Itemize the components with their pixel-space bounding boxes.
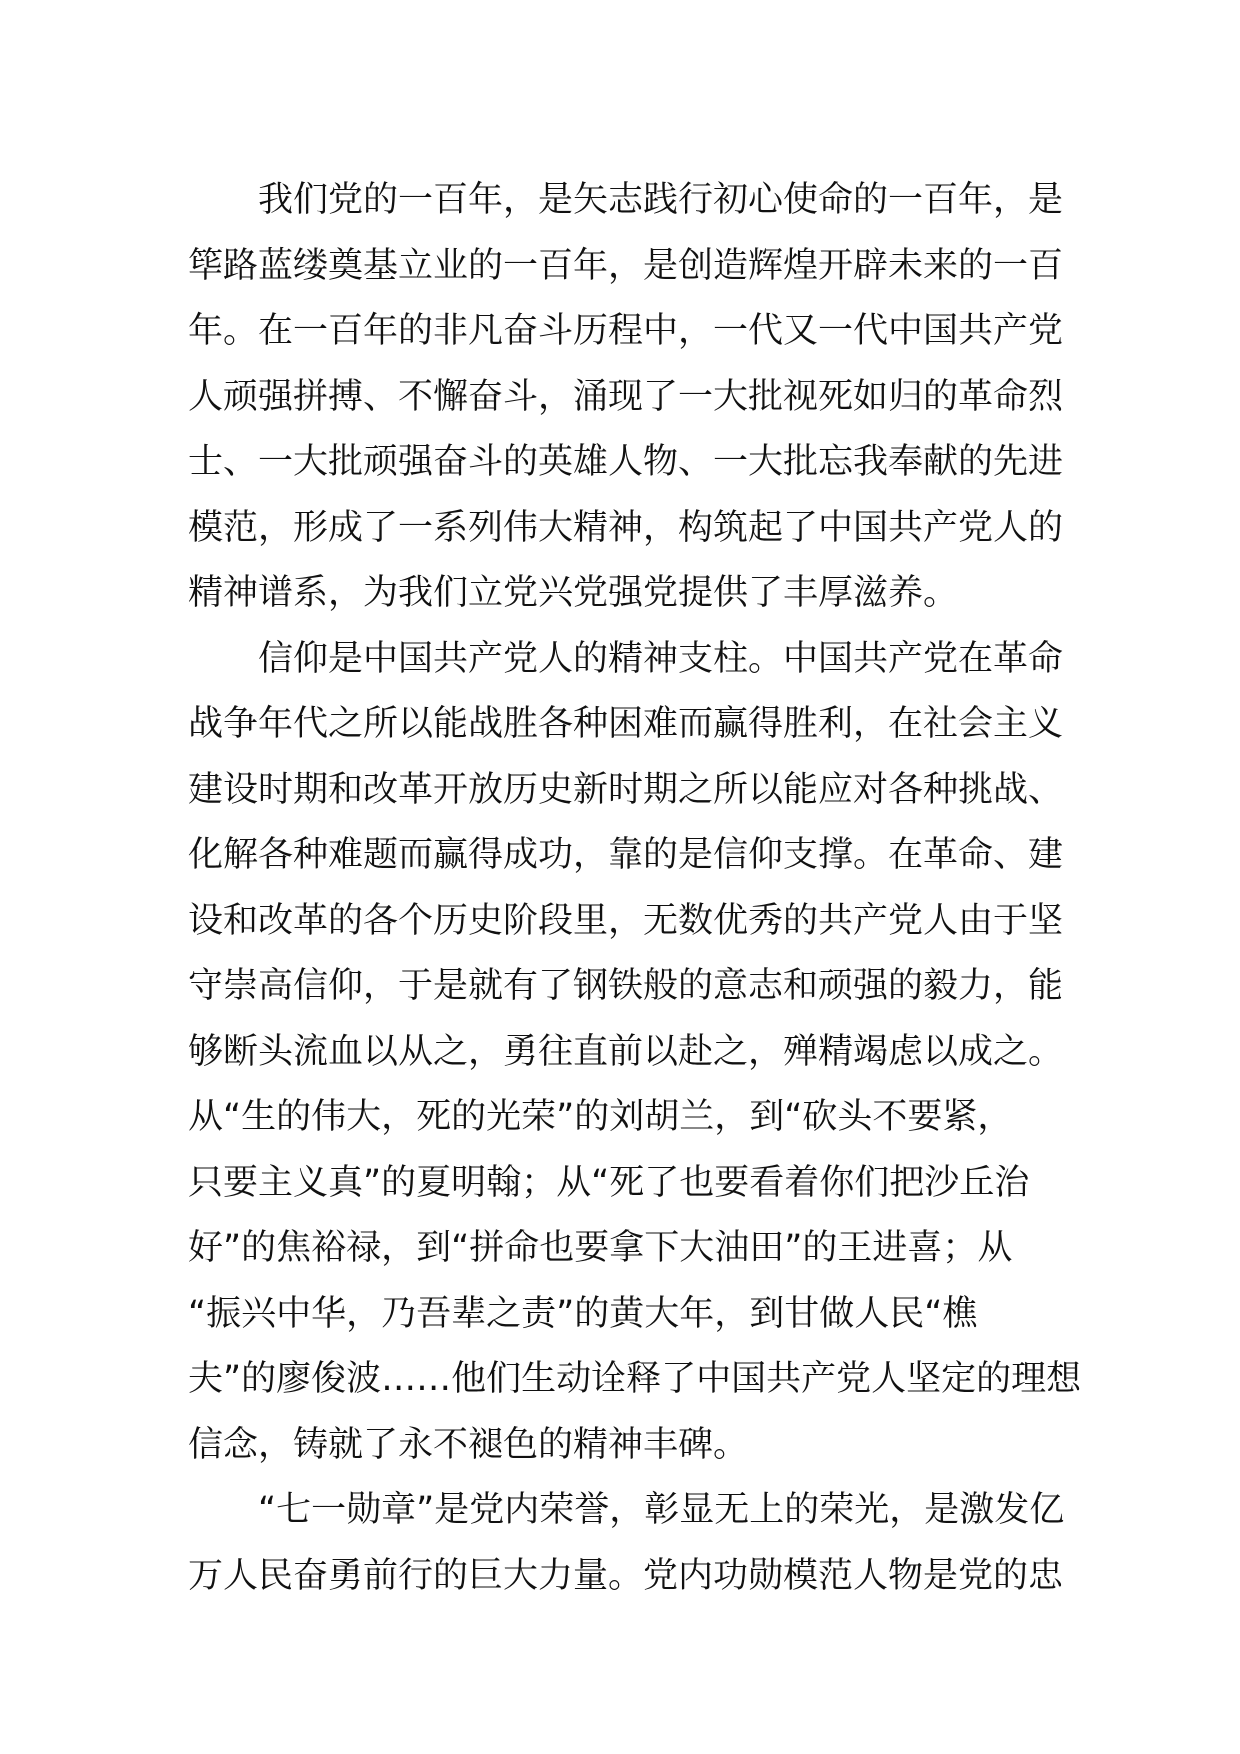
paragraph-2-line-2: 战争年代之所以能战胜各种困难而赢得胜利，在社会主义: [188, 704, 1064, 744]
paragraph-1-line-5: 士、一大批顽强奋斗的英雄人物、一大批忘我奉献的先进: [188, 442, 1064, 482]
paragraph-2-line-4: 化解各种难题而赢得成功，靠的是信仰支撑。在革命、建: [188, 835, 1064, 875]
paragraph-1-line-7: 精神谱系，为我们立党兴党强党提供了丰厚滋养。: [188, 573, 959, 613]
paragraph-1-line-1: 我们党的一百年，是矢志践行初心使命的一百年，是: [258, 180, 1064, 220]
paragraph-1-line-3: 年。在一百年的非凡奋斗历程中，一代又一代中国共产党: [188, 311, 1064, 351]
paragraph-2-line-8: 从“生的伟大，死的光荣”的刘胡兰，到“砍头不要紧，: [188, 1097, 1013, 1137]
paragraph-2-line-6: 守崇高信仰，于是就有了钢铁般的意志和顽强的毅力，能: [188, 966, 1064, 1006]
paragraph-3-line-1: “七一勋章”是党内荣誉，彰显无上的荣光，是激发亿: [258, 1490, 1065, 1530]
paragraph-2-line-5: 设和改革的各个历史阶段里，无数优秀的共产党人由于坚: [188, 900, 1064, 941]
paragraph-1-line-6: 模范，形成了一系列伟大精神，构筑起了中国共产党人的: [188, 507, 1064, 548]
paragraph-2-line-13: 信念，铸就了永不褪色的精神丰碑。: [188, 1424, 749, 1465]
paragraph-1-line-4: 人顽强拼搏、不懈奋斗，涌现了一大批视死如归的革命烈: [188, 376, 1064, 417]
body-text: [188, 168, 1082, 1609]
paragraph-2-line-1: 信仰是中国共产党人的精神支柱。中国共产党在革命: [258, 638, 1064, 679]
paragraph-1-line-2: 筚路蓝缕奠基立业的一百年，是创造辉煌开辟未来的一百: [188, 245, 1064, 286]
paragraph-2-line-7: 够断头流血以从之，勇往直前以赴之，殚精竭虑以成之。: [188, 1031, 1064, 1072]
paragraph-2-line-10: 好”的焦裕禄，到“拼命也要拿下大油田”的王进喜；从: [188, 1228, 1013, 1268]
paragraph-2-line-12: 夫”的廖俊波……他们生动诠释了中国共产党人坚定的理想: [188, 1359, 1082, 1399]
paragraph-2-line-3: 建设时期和改革开放历史新时期之所以能应对各种挑战、: [188, 769, 1064, 810]
paragraph-2-line-11: “振兴中华，乃吾辈之责”的黄大年，到甘做人民“樵: [188, 1293, 978, 1334]
paragraph-2-line-9: 只要主义真”的夏明翰；从“死了也要看着你们把沙丘治: [188, 1162, 1030, 1203]
paragraph-3-line-2: 万人民奋勇前行的巨大力量。党内功勋模范人物是党的忠: [188, 1555, 1064, 1596]
